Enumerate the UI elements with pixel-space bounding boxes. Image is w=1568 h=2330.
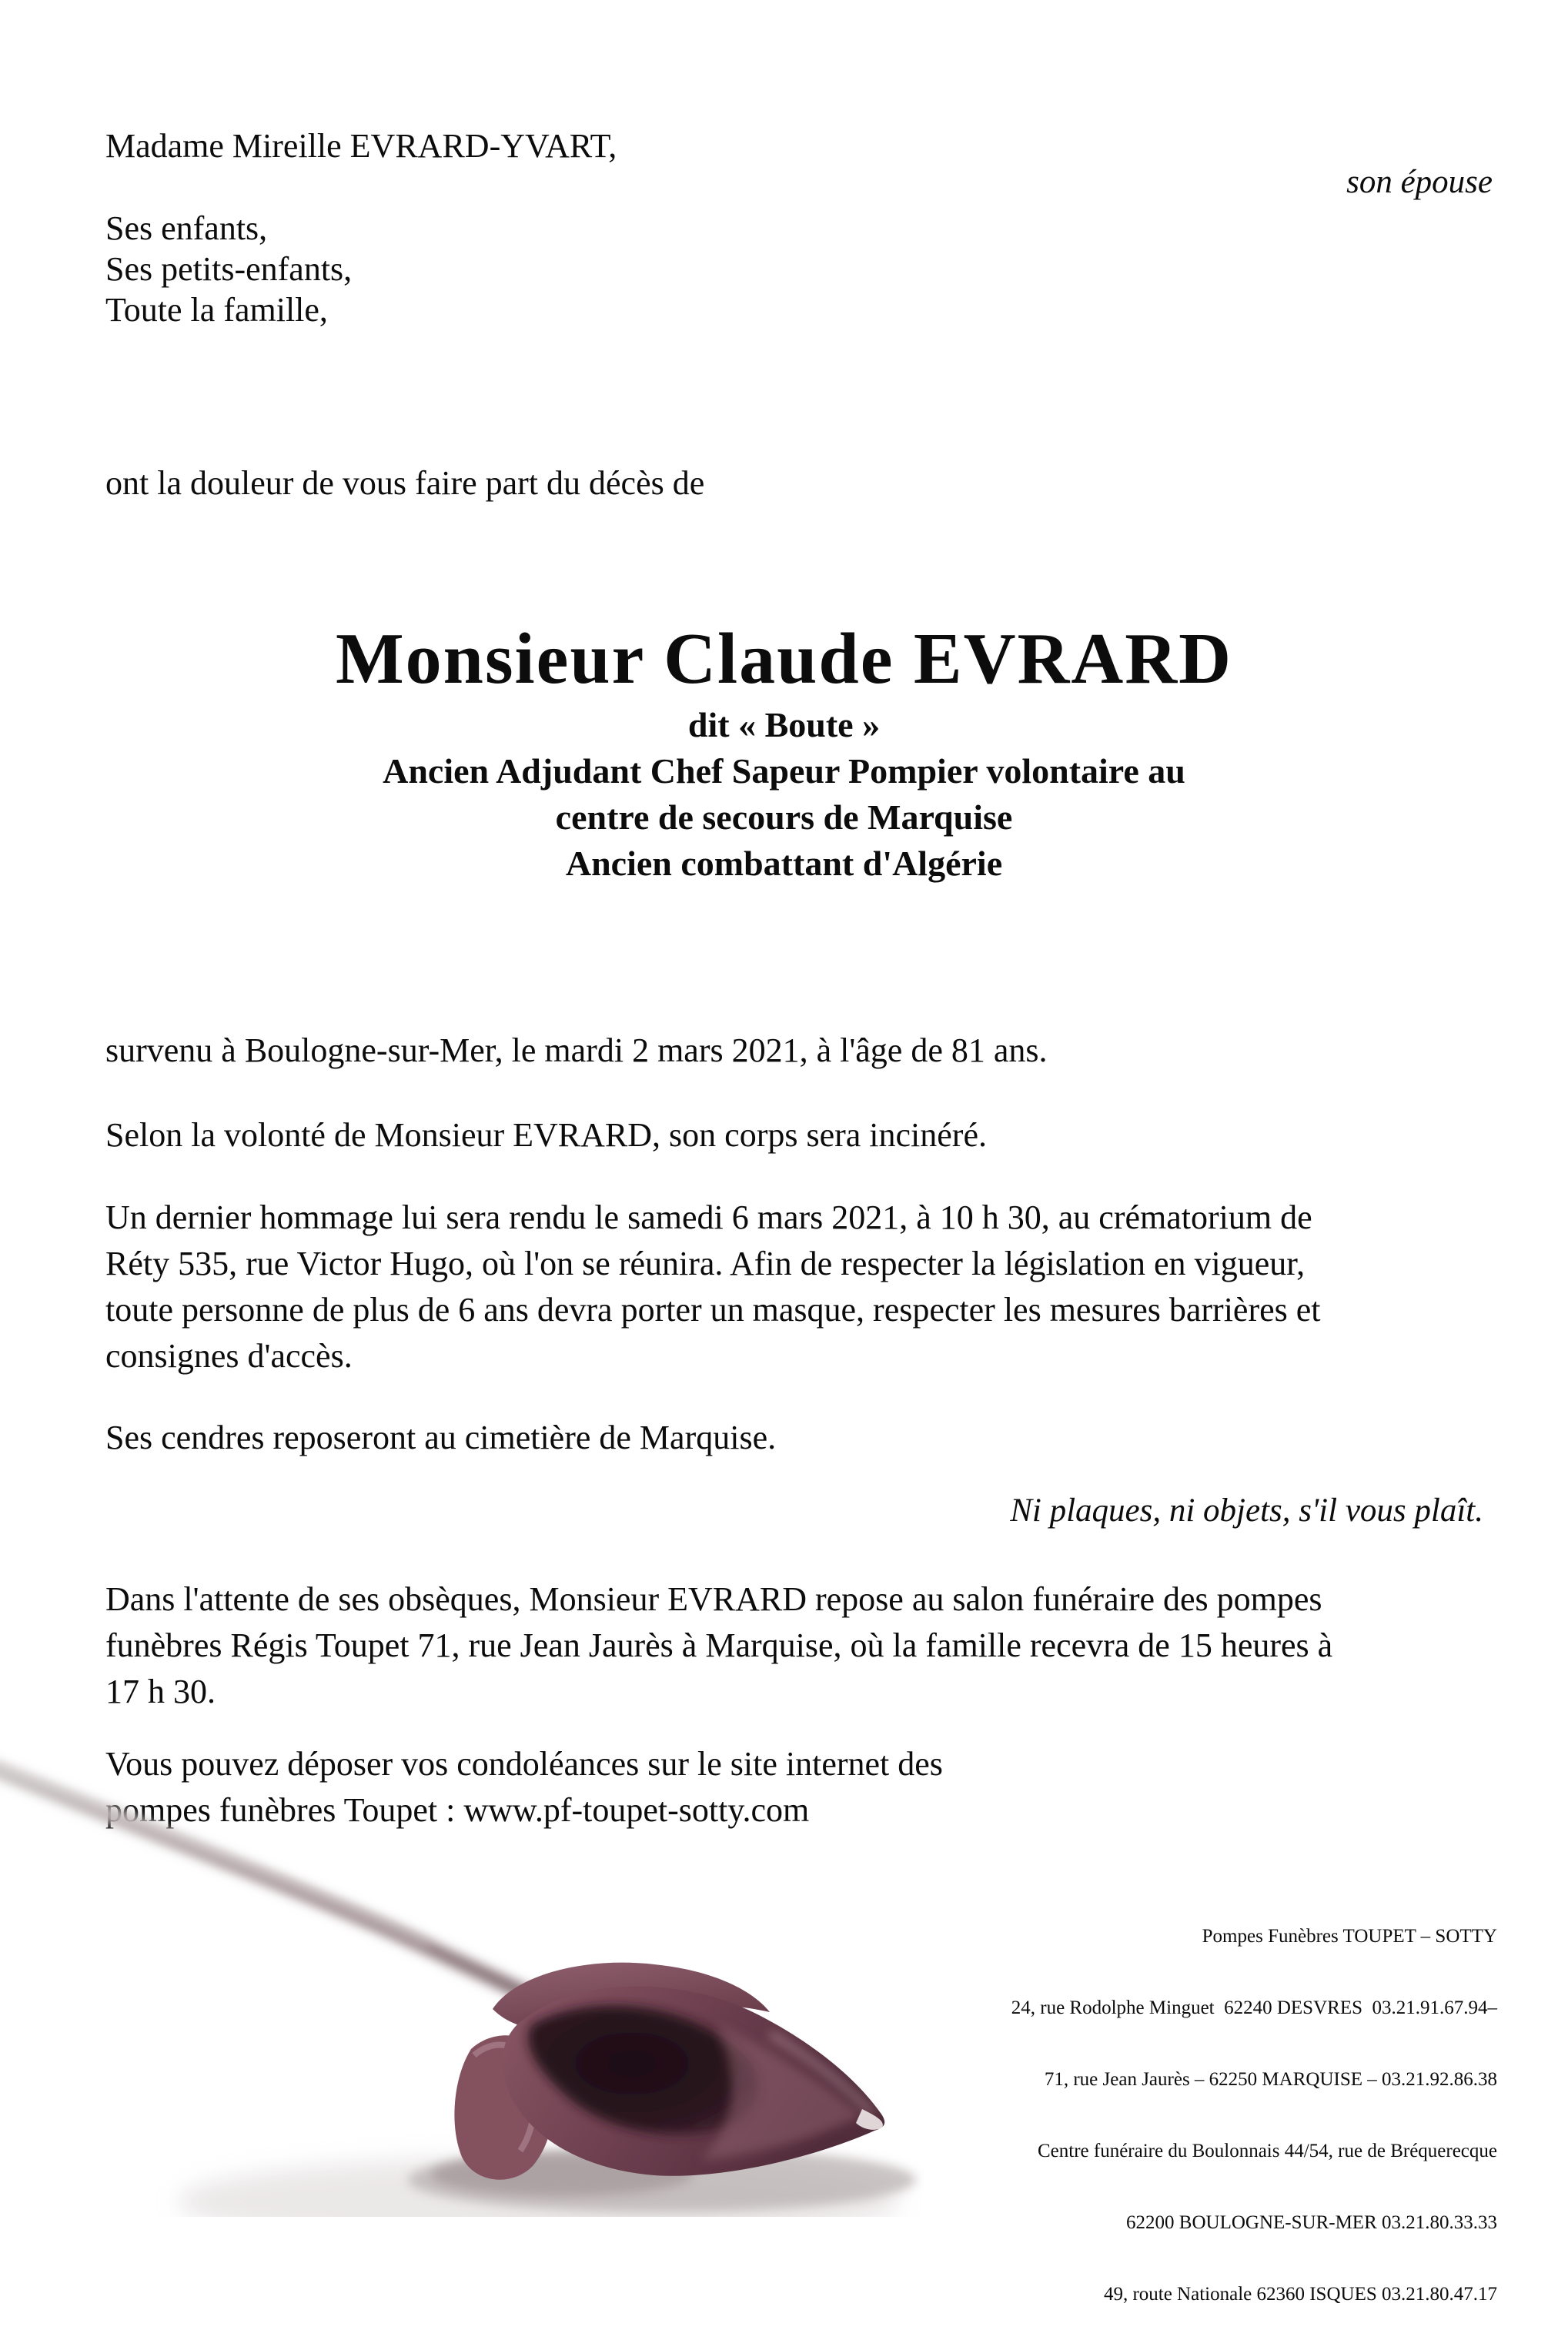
flower-stem-highlight [0,1764,427,1944]
funeral-home-address-5: 49, route Nationale 62360 ISQUES 03.21.80.47.17 [1103,2284,1497,2305]
condolences-line-1: Vous pouvez déposer vos condoléances sur le site internet des [105,1745,943,1783]
visitation-line-2: funèbres Régis Toupet 71, rue Jean Jaurès à Marquise, où la famille recevra de 15 heures à [105,1626,1333,1664]
family-line-grandchildren: Ses petits-enfants, [105,250,353,288]
ceremony-line-2: Réty 535, rue Victor Hugo, où l'on se réunira. Afin de respecter la législation en vigueur, [105,1245,1306,1282]
deceased-title-line-1: Ancien Adjudant Chef Sapeur Pompier volontaire au [383,751,1185,791]
visitation-paragraph [105,1576,1332,1715]
funeral-home-address-3: Centre funéraire du Boulonnais 44/54, rue de Bréquerecque [1037,2141,1497,2161]
funeral-home-name: Pompes Funèbres TOUPET – SOTTY [1202,1926,1497,1947]
family-line-whole-family: Toute la famille, [105,291,328,329]
ceremony-line-4: consignes d'accès. [105,1337,353,1375]
visitation-line-3: 17 h 30. [105,1673,216,1710]
condolences-line-2-with-website: pompes funèbres Toupet : www.pf-toupet-sotty.com [105,1791,810,1829]
flower-stem [0,1769,553,2007]
no-plaques-note: Ni plaques, ni objets, s'il vous plaît. [1010,1493,1483,1529]
deceased-nickname: dit « Boute » [687,705,881,744]
ceremony-paragraph [105,1195,1321,1379]
cremation-paragraph: Selon la volonté de Monsieur EVRARD, son corps sera incinéré. [105,1116,987,1154]
ashes-paragraph: Ses cendres reposeront au cimetière de Marquise. [105,1419,777,1456]
deceased-title-line-3: Ancien combattant d'Algérie [565,844,1003,883]
death-info-paragraph: survenu à Boulogne-sur-Mer, le mardi 2 mars 2021, à l'âge de 81 ans. [105,1031,1048,1069]
deceased-name: Monsieur Claude EVRARD [335,619,1233,699]
family-lines [105,208,352,330]
funeral-home-address-1: 24, rue Rodolphe Minguet 62240 DESVRES 03.21.91.67.94– [1011,1997,1497,2018]
funeral-home-address-2: 71, rue Jean Jaurès – 62250 MARQUISE – 03.21.92.86.38 [1044,2069,1497,2090]
deceased-title-line-2: centre de secours de Marquise [555,797,1013,837]
funeral-home-footer [1011,1877,1497,2330]
family-line-children: Ses enfants, [105,209,268,247]
ceremony-line-3: toute personne de plus de 6 ans devra porter un masque, respecter les mesures barrières et [105,1291,1321,1329]
visitation-line-1: Dans l'attente de ses obsèques, Monsieur EVRARD repose au salon funéraire des pompes [105,1580,1322,1618]
widow-name-line: Madame Mireille EVRARD-YVART, [105,127,617,165]
ceremony-line-1: Un dernier hommage lui sera rendu le samedi 6 mars 2021, à 10 h 30, au crématorium de [105,1198,1312,1236]
calla-lily-image [0,1747,924,2217]
spouse-note: son épouse [1346,164,1493,200]
funeral-home-address-4: 62200 BOULOGNE-SUR-MER 03.21.80.33.33 [1126,2212,1497,2233]
announcement-line: ont la douleur de vous faire part du décès de [105,464,705,502]
calla-lily-svg [0,1747,924,2217]
